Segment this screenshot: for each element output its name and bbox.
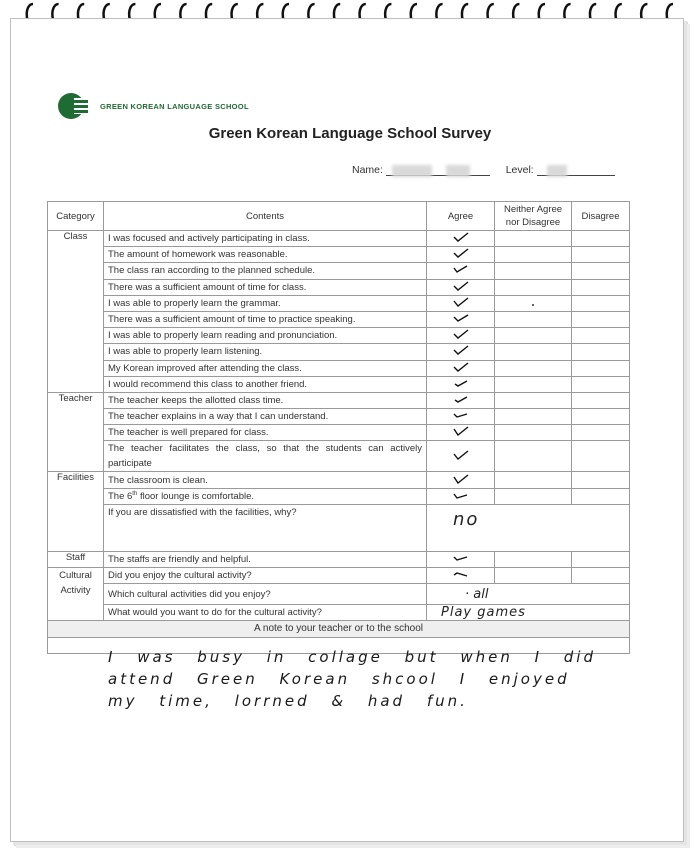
disagree-cell[interactable] <box>572 409 630 425</box>
table-row <box>48 231 630 247</box>
checkmark-icon <box>453 490 469 500</box>
agree-cell[interactable] <box>427 263 495 279</box>
neither-cell[interactable] <box>495 488 572 504</box>
checkmark-icon <box>453 474 469 484</box>
checkmark-icon <box>453 248 469 258</box>
agree-cell[interactable] <box>427 551 495 567</box>
table-row <box>48 568 630 584</box>
agree-cell[interactable] <box>427 295 495 311</box>
disagree-cell[interactable] <box>572 295 630 311</box>
row-content: Did you enjoy the cultural activity? <box>104 568 427 584</box>
logo-text: GREEN KOREAN LANGUAGE SCHOOL <box>100 101 249 111</box>
disagree-cell[interactable] <box>572 247 630 263</box>
page-title: Green Korean Language School Survey <box>208 125 492 142</box>
disagree-cell[interactable] <box>572 488 630 504</box>
disagree-cell[interactable] <box>572 231 630 247</box>
neither-cell[interactable] <box>495 376 572 392</box>
agree-cell[interactable] <box>427 279 495 295</box>
header-disagree: Disagree <box>572 202 630 231</box>
category-facilities: Facilities <box>48 472 104 551</box>
row-content: I was able to properly learn listening. <box>104 344 427 360</box>
row-content: The 6th floor lounge is comfortable. <box>104 488 427 504</box>
table-row <box>48 360 630 376</box>
note-body-row <box>48 637 630 653</box>
table-row <box>48 311 630 327</box>
disagree-cell[interactable] <box>572 328 630 344</box>
logo-icon <box>58 93 84 119</box>
checkmark-icon <box>453 450 469 460</box>
note-area[interactable] <box>48 637 630 710</box>
stray-dot <box>532 304 534 306</box>
neither-cell[interactable] <box>495 568 572 584</box>
row-content: The teacher explains in a way that I can understand. <box>104 409 427 425</box>
row-content: There was a sufficient amount of time to practice speaking. <box>104 311 427 327</box>
checkmark-icon <box>453 232 469 242</box>
neither-cell[interactable] <box>495 392 572 408</box>
table-row <box>48 409 630 425</box>
table-row <box>48 295 630 311</box>
table-row <box>48 551 630 567</box>
header-neither: Neither Agree nor Disagree <box>495 202 572 231</box>
disagree-cell[interactable] <box>572 551 630 567</box>
cultural-want-answer-cell[interactable] <box>427 605 630 621</box>
checkmark-icon <box>453 297 469 307</box>
disagree-cell[interactable] <box>572 441 630 472</box>
disagree-cell[interactable] <box>572 279 630 295</box>
disagree-cell[interactable] <box>572 472 630 488</box>
row-content: The class ran according to the planned schedule. <box>104 263 427 279</box>
note-header: A note to your teacher or to the school <box>48 621 630 637</box>
neither-cell[interactable] <box>495 279 572 295</box>
checkmark-icon <box>453 394 469 404</box>
table-row <box>48 344 630 360</box>
category-cultural: Cultural Activity <box>48 568 104 621</box>
row-content: I would recommend this class to another friend. <box>104 376 427 392</box>
neither-cell[interactable] <box>495 472 572 488</box>
row-content: What would you want to do for the cultural activity? <box>104 605 427 621</box>
row-content: I was able to properly learn the grammar. <box>104 295 427 311</box>
name-label: Name: <box>352 164 383 176</box>
note-handwriting: I was busy in collage but when I did attend Green Korean shcool I enjoyed my time, lorrned & had fun. <box>108 647 596 710</box>
checkmark-icon <box>453 569 469 579</box>
table-row <box>48 605 630 621</box>
survey-table <box>47 201 630 710</box>
neither-cell[interactable] <box>495 295 572 311</box>
table-header-row <box>48 202 630 231</box>
checkmark-icon <box>453 329 469 339</box>
row-content: Which cultural activities did you enjoy? <box>104 584 427 605</box>
checkmark-icon <box>453 362 469 372</box>
neither-cell[interactable] <box>495 247 572 263</box>
category-teacher: Teacher <box>48 392 104 472</box>
agree-cell[interactable] <box>427 392 495 408</box>
row-content: The amount of homework was reasonable. <box>104 247 427 263</box>
agree-cell[interactable] <box>427 376 495 392</box>
table-row <box>48 279 630 295</box>
agree-cell[interactable] <box>427 231 495 247</box>
row-content: I was able to properly learn reading and pronunciation. <box>104 328 427 344</box>
row-content: My Korean improved after attending the class. <box>104 360 427 376</box>
table-row <box>48 425 630 441</box>
agree-cell[interactable] <box>427 344 495 360</box>
disagree-cell[interactable] <box>572 425 630 441</box>
row-content: There was a sufficient amount of time for class. <box>104 279 427 295</box>
checkmark-icon <box>453 378 469 388</box>
disagree-cell[interactable] <box>572 360 630 376</box>
name-field <box>386 165 490 176</box>
checkmark-icon <box>453 313 469 323</box>
header-category: Category <box>48 202 104 231</box>
table-row <box>48 376 630 392</box>
note-header-row <box>48 621 630 637</box>
disagree-cell[interactable] <box>572 376 630 392</box>
checkmark-icon <box>453 264 469 274</box>
row-content: If you are dissatisfied with the facilities, why? <box>104 504 427 551</box>
table-row <box>48 392 630 408</box>
facility-answer-cell[interactable] <box>427 504 630 551</box>
row-content: The staffs are friendly and helpful. <box>104 551 427 567</box>
agree-cell[interactable] <box>427 568 495 584</box>
row-content: I was focused and actively participating in class. <box>104 231 427 247</box>
agree-cell[interactable] <box>427 360 495 376</box>
agree-cell[interactable] <box>427 328 495 344</box>
disagree-cell[interactable] <box>572 392 630 408</box>
table-row <box>48 472 630 488</box>
row-content: The classroom is clean. <box>104 472 427 488</box>
agree-cell[interactable] <box>427 488 495 504</box>
neither-cell[interactable] <box>495 425 572 441</box>
checkmark-icon <box>453 426 469 436</box>
disagree-cell[interactable] <box>572 344 630 360</box>
level-field <box>537 165 615 176</box>
neither-cell[interactable] <box>495 409 572 425</box>
facility-answer: no <box>453 508 480 530</box>
disagree-cell[interactable] <box>572 311 630 327</box>
checkmark-icon <box>453 553 469 563</box>
row-content: The teacher keeps the allotted class time. <box>104 392 427 408</box>
table-row <box>48 488 630 504</box>
cultural-want-answer: Play games <box>441 605 526 621</box>
category-class: Class <box>48 231 104 393</box>
agree-cell[interactable] <box>427 425 495 441</box>
disagree-cell[interactable] <box>572 568 630 584</box>
neither-cell[interactable] <box>495 231 572 247</box>
neither-cell[interactable] <box>495 344 572 360</box>
neither-cell[interactable] <box>495 551 572 567</box>
agree-cell[interactable] <box>427 441 495 472</box>
header-contents: Contents <box>104 202 427 231</box>
agree-cell[interactable] <box>427 472 495 488</box>
agree-cell[interactable] <box>427 409 495 425</box>
neither-cell[interactable] <box>495 328 572 344</box>
table-row <box>48 328 630 344</box>
neither-cell[interactable] <box>495 263 572 279</box>
table-row <box>48 247 630 263</box>
checkmark-icon <box>453 345 469 355</box>
table-row <box>48 504 630 551</box>
table-row <box>48 584 630 605</box>
table-row <box>48 263 630 279</box>
neither-cell[interactable] <box>495 311 572 327</box>
header-agree: Agree <box>427 202 495 231</box>
cultural-which-answer: · all <box>465 586 489 602</box>
agree-cell[interactable] <box>427 311 495 327</box>
agree-cell[interactable] <box>427 247 495 263</box>
table-row <box>48 441 630 472</box>
level-label: Level: <box>505 164 534 176</box>
neither-cell[interactable] <box>495 360 572 376</box>
row-content: The teacher facilitates the class, so that the students can actively participate <box>104 441 427 472</box>
name-level-line <box>352 164 615 176</box>
checkmark-icon <box>453 281 469 291</box>
row-content: The teacher is well prepared for class. <box>104 425 427 441</box>
category-staff: Staff <box>48 551 104 567</box>
checkmark-icon <box>453 410 469 420</box>
cultural-which-answer-cell[interactable] <box>427 584 630 605</box>
school-logo <box>58 93 249 119</box>
neither-cell[interactable] <box>495 441 572 472</box>
disagree-cell[interactable] <box>572 263 630 279</box>
